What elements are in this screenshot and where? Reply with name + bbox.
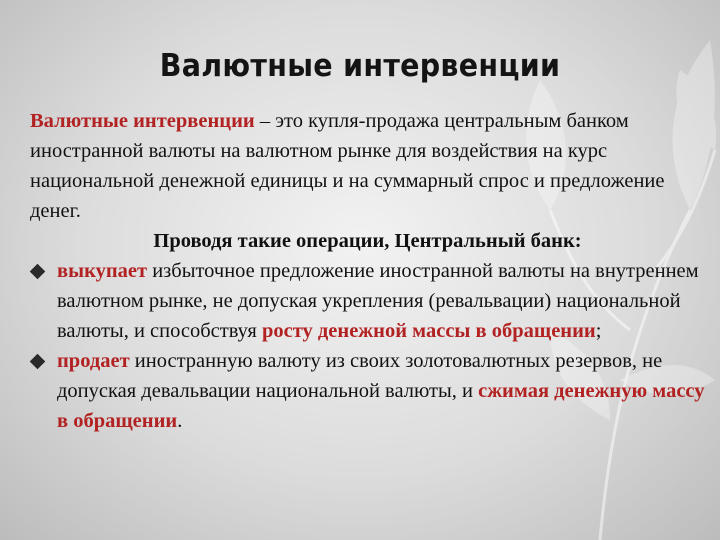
- definition-text: – это купля-продажа центральным банком иностранной валюты на валютном рынке для воздействия на курс национальной денежной единицы и на суммарный спрос и предложение денег.: [30, 110, 665, 222]
- definition-term: Валютные интервенции: [30, 110, 255, 132]
- bullet-end: ;: [595, 320, 602, 342]
- subheading: Проводя такие операции, Центральный банк:: [153, 230, 582, 252]
- diamond-bullet-icon: [30, 354, 46, 370]
- bullet-item: [30, 256, 705, 346]
- bullet-highlight: сжимая денежную массу в обращении: [57, 380, 705, 432]
- bullet-keyword: выкупает: [57, 260, 148, 282]
- diamond-bullet-icon: [30, 264, 46, 280]
- bullet-text: иностранную валюту из своих золотовалютных резервов, не допуская девальвации национальной валюты, и: [57, 350, 663, 402]
- bullet-text: избыточное предложение иностранной валюты на внутреннем валютном рынке, не допуская укрепления (ревальвации) национальной валюты, и способствуя: [57, 260, 699, 342]
- bullet-end: .: [177, 410, 183, 432]
- bullet-highlight: росту денежной массы в обращении: [261, 320, 596, 342]
- bullet-item: [30, 346, 705, 436]
- slide-title: Валютные интервенции: [159, 48, 561, 84]
- definition-paragraph: [30, 106, 705, 226]
- slide-content: [30, 106, 705, 436]
- bullet-keyword: продает: [57, 350, 130, 372]
